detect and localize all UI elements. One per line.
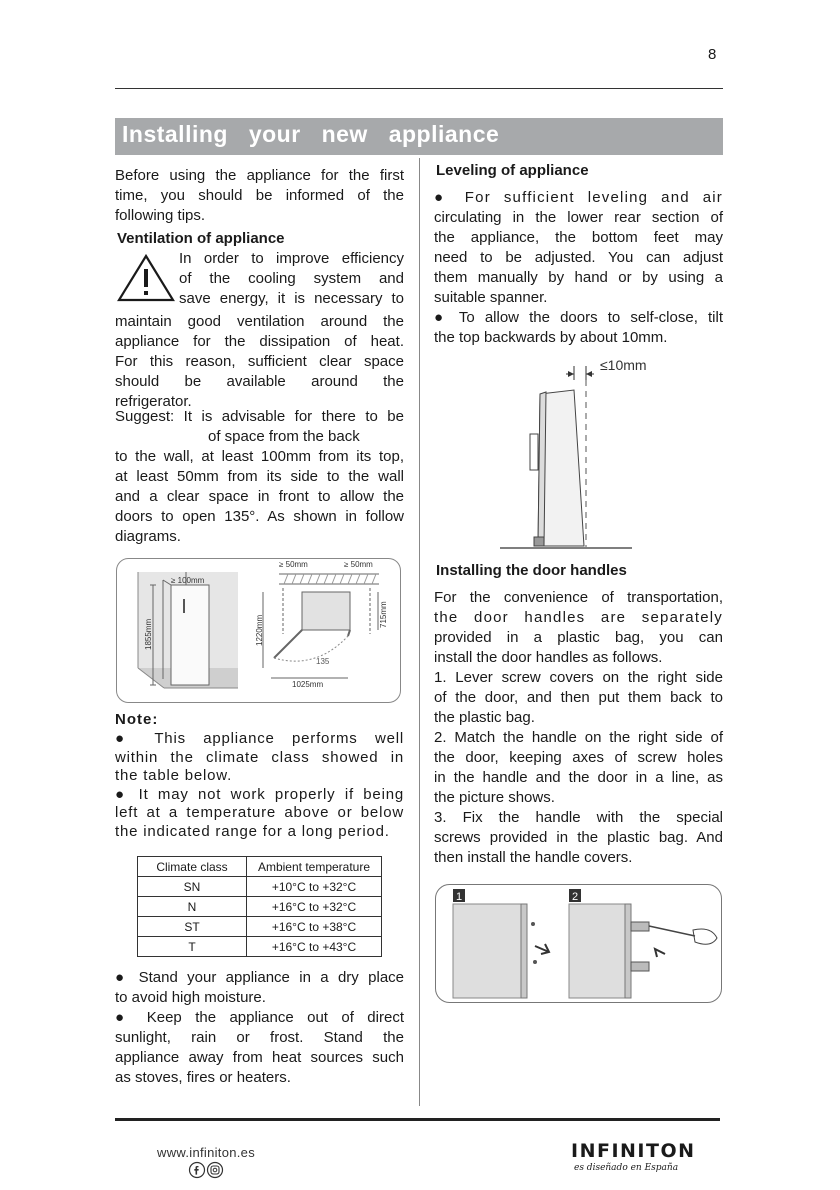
- depth-label: 715mm: [379, 601, 388, 628]
- text-line: ● For sufficient leveling and air: [434, 189, 723, 206]
- text-line: 2. Match the handle on the right side of: [434, 729, 723, 746]
- suggest-paragraph: [115, 407, 404, 547]
- text-line: the door, keeping axes of screw holes: [434, 749, 723, 766]
- social-icons: [188, 1161, 228, 1179]
- text-line: ● To allow the doors to self-close, tilt: [434, 309, 723, 326]
- height-label: 1855mm: [144, 618, 153, 650]
- section-title: Installing your new appliance: [122, 121, 500, 147]
- text-line: diagrams.: [115, 528, 181, 545]
- open-width-label: 1025mm: [292, 680, 324, 689]
- text-line: refrigerator.: [115, 393, 192, 410]
- placement-tips: [115, 968, 404, 1088]
- section-banner: [115, 118, 723, 155]
- ventilation-diagram: [116, 558, 401, 703]
- open-depth-label: 1220mm: [255, 614, 264, 646]
- text-line: For this reason, sufficient clear space: [115, 353, 404, 370]
- text-line: left at a temperature above or below: [115, 804, 404, 821]
- text-line: the plastic bag.: [434, 709, 535, 726]
- leveling-heading: Leveling of appliance: [436, 162, 589, 179]
- table-header-row: [138, 857, 382, 877]
- text-line: at least 50mm from its side to the wall: [115, 468, 404, 485]
- text-line: should be available around the: [115, 373, 404, 390]
- text-line: In order to improve efficiency: [179, 250, 404, 267]
- text-line: the top backwards by about 10mm.: [434, 329, 668, 346]
- text-line: need to be adjusted. You can adjust: [434, 249, 723, 266]
- text-line: Before using the appliance for the first: [115, 167, 404, 184]
- text-line: the indicated range for a long period.: [115, 822, 390, 840]
- ventilation-warning: [179, 249, 404, 309]
- note-paragraph: [115, 730, 404, 841]
- text-line: the appliance, the bottom feet may: [434, 229, 723, 246]
- text-line: of the cooling system and: [179, 270, 404, 287]
- brand-logo: INFINITON: [571, 1140, 696, 1162]
- text-line: save energy, it is necessary to: [179, 290, 404, 307]
- table-row: [138, 917, 382, 937]
- angle-label: 135: [316, 657, 330, 666]
- text-line: doors to open 135°. As shown in follow: [115, 508, 404, 525]
- text-line: screws provided in the plastic bag. And: [434, 829, 723, 846]
- text-line: ● Stand your appliance in a dry place: [115, 969, 404, 986]
- note-heading: Note:: [115, 711, 159, 728]
- handles-paragraph: [434, 588, 723, 868]
- text-line: ● Keep the appliance out of direct: [115, 1009, 404, 1026]
- text-line: Suggest: It is advisable for there to be: [115, 408, 404, 425]
- table-cell: +16°C to +43°C: [247, 937, 382, 957]
- text-line: ● This appliance performs well: [115, 730, 404, 747]
- text-line: the table below.: [115, 767, 233, 784]
- side-clearance-right: ≥ 50mm: [344, 560, 373, 569]
- climate-class-table: [137, 856, 382, 957]
- table-cell: ST: [138, 917, 247, 937]
- table-cell: +10°C to +32°C: [247, 877, 382, 897]
- text-line: appliance for the dissipation of heat.: [115, 333, 404, 350]
- table-row: [138, 937, 382, 957]
- column-divider: [419, 158, 420, 1106]
- tilt-label: ≤10mm: [600, 357, 647, 373]
- text-line: provided in a plastic bag, you can: [434, 629, 723, 646]
- text-line: maintain good ventilation around the: [115, 313, 404, 330]
- ventilation-heading: Ventilation of appliance: [117, 230, 285, 247]
- text-line: of the door, and then put them back to: [434, 689, 723, 706]
- text-line: sunlight, rain or frost. Stand the: [115, 1029, 404, 1046]
- table-cell: T: [138, 937, 247, 957]
- text-line: 3. Fix the handle with the special: [434, 809, 723, 826]
- text-line: For the convenience of transportation,: [434, 589, 723, 606]
- page-number: 8: [708, 46, 717, 63]
- table-row: [138, 877, 382, 897]
- text-line: circulating in the lower rear section of: [434, 209, 723, 226]
- tilt-diagram: [498, 352, 668, 552]
- table-header: Ambient temperature: [247, 857, 382, 877]
- table-cell: +16°C to +38°C: [247, 917, 382, 937]
- text-line: suitable spanner.: [434, 289, 548, 306]
- text-line: install the door handles as follows.: [434, 649, 663, 666]
- ventilation-body: [115, 312, 404, 412]
- figure-label-2: 2: [572, 891, 579, 903]
- text-line: within the climate class showed in: [115, 748, 404, 766]
- intro-paragraph: [115, 166, 404, 226]
- warning-icon: [116, 253, 176, 303]
- top-clearance-label: ≥ 100mm: [171, 576, 205, 585]
- table-cell: +16°C to +32°C: [247, 897, 382, 917]
- text-line: time, you should be informed of the: [115, 187, 404, 204]
- text-line: the picture shows.: [434, 789, 555, 806]
- table-row: [138, 897, 382, 917]
- instagram-icon[interactable]: [208, 1163, 223, 1178]
- handle-installation-figure: [435, 884, 722, 1004]
- text-line: of space from the back: [208, 428, 360, 445]
- footer-divider: [115, 1118, 720, 1121]
- table-cell: SN: [138, 877, 247, 897]
- text-line: and a clear space in front to allow the: [115, 488, 404, 505]
- table-header: Climate class: [138, 857, 247, 877]
- side-clearance-left: ≥ 50mm: [279, 560, 308, 569]
- text-line: as stoves, fires or heaters.: [115, 1069, 291, 1086]
- handles-heading: Installing the door handles: [436, 562, 627, 579]
- text-line: 1. Lever screw covers on the right side: [434, 669, 723, 686]
- text-line: to the wall, at least 100mm from its top,: [115, 448, 404, 465]
- text-line: in the handle and the door in a line, as: [434, 769, 723, 786]
- brand-tagline: es diseñado en España: [574, 1163, 679, 1173]
- text-line: ● It may not work properly if being: [115, 785, 404, 803]
- text-line: then install the handle covers.: [434, 849, 633, 866]
- text-line: appliance away from heat sources such: [115, 1049, 404, 1066]
- figure-label-1: 1: [456, 891, 463, 903]
- facebook-icon[interactable]: [190, 1163, 205, 1178]
- table-cell: N: [138, 897, 247, 917]
- header-divider: [115, 88, 723, 89]
- text-line: following tips.: [115, 207, 206, 224]
- leveling-paragraph: [434, 188, 723, 348]
- text-line: the door handles are separately: [434, 609, 723, 626]
- website-link[interactable]: www.infiniton.es: [157, 1145, 256, 1160]
- text-line: to avoid high moisture.: [115, 989, 266, 1006]
- text-line: them manually by hand or by using a: [434, 269, 723, 286]
